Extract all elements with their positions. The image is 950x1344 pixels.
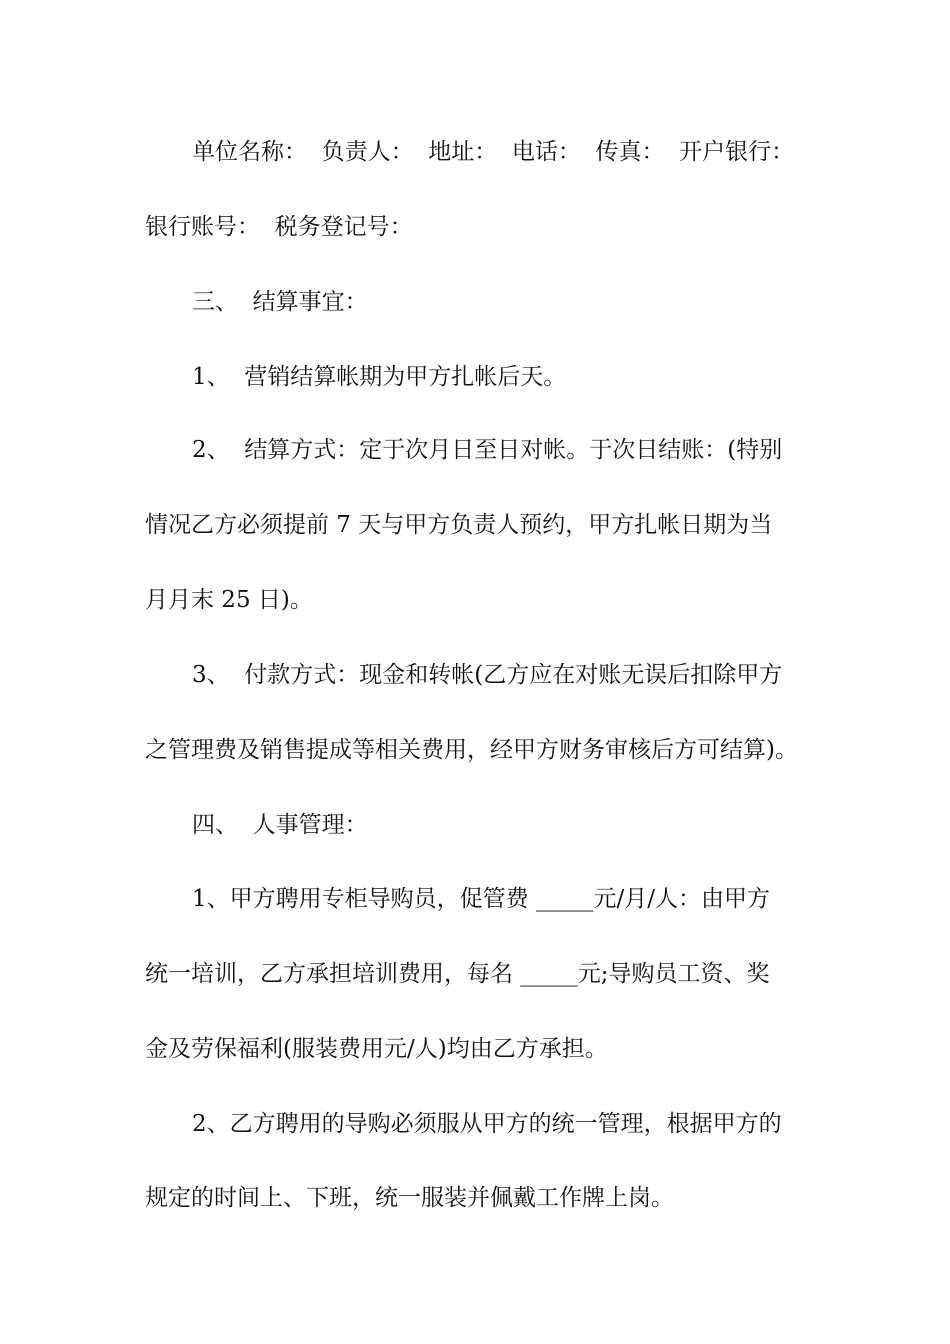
clause-staff-management-cont: 规定的时间上、下班，统一服装并佩戴工作牌上岗。 [145, 1185, 674, 1211]
clause-settlement-period: 1、 营销结算帐期为甲方扎帐后天。 [192, 364, 567, 390]
clause-staff-management: 2、乙方聘用的导购必须服从甲方的统一管理，根据甲方的 [192, 1111, 782, 1137]
section-heading-settlement: 三、 结算事宜： [192, 289, 368, 315]
clause-staff-hiring: 1、甲方聘用专柜导购员，促管费 _____元/月/人：由甲方 [192, 886, 770, 912]
company-info-line: 单位名称： 负责人： 地址： 电话： 传真： 开户银行： [192, 139, 795, 165]
clause-settlement-method-cont-1: 情况乙方必须提前 7 天与甲方负责人预约，甲方扎帐日期为当 [145, 512, 773, 538]
section-heading-personnel: 四、 人事管理： [192, 812, 368, 838]
clause-payment-method: 3、 付款方式：现金和转帐(乙方应在对账无误后扣除甲方 [192, 662, 783, 688]
clause-settlement-method: 2、 结算方式：定于次月日至日对帐。于次日结账：(特别 [192, 437, 783, 463]
clause-settlement-method-cont-2: 月月末 25 日)。 [145, 587, 313, 613]
clause-payment-method-cont: 之管理费及销售提成等相关费用，经甲方财务审核后方可结算)。 [145, 737, 798, 763]
clause-staff-hiring-cont-1: 统一培训，乙方承担培训费用，每名 _____元;导购员工资、奖 [145, 961, 770, 987]
bank-info-line: 银行账号： 税务登记号： [145, 214, 413, 240]
clause-staff-hiring-cont-2: 金及劳保福利(服装费用元/人)均由乙方承担。 [145, 1036, 608, 1062]
